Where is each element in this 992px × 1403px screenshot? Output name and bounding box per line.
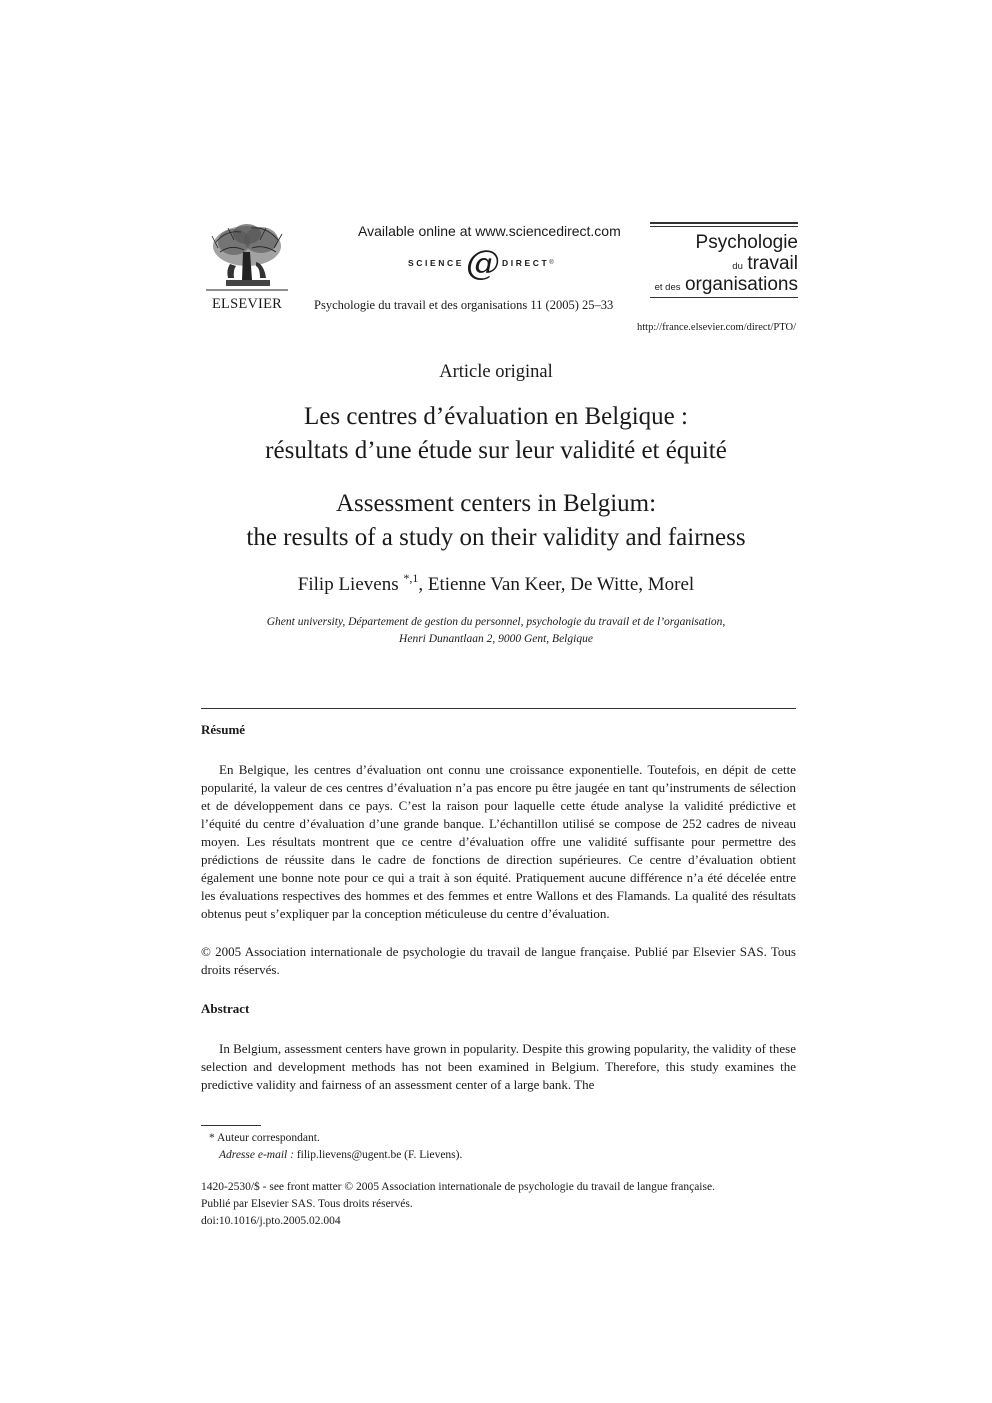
brand-rule-thick [650,222,798,224]
footnote-rule [201,1125,261,1126]
abstract-heading: Abstract [201,1001,250,1016]
footnote-corresponding-text: Auteur correspondant. [217,1132,320,1144]
brand-text [650,233,798,294]
elsevier-logo [206,222,288,314]
journal-url: http://france.elsevier.com/direct/PTO/ [636,322,796,333]
title-french-line1: Les centres d’évaluation en Belgique : [304,403,688,430]
article-type: Article original [439,362,553,382]
sd-right-word: DIRECT [502,258,550,268]
affiliation-line2: Henri Dunantlaan 2, 9000 Gent, Belgique [399,633,593,645]
sciencedirect-logo [408,245,554,281]
footnote-email [201,1147,462,1164]
doi: doi:10.1016/j.pto.2005.02.004 [201,1215,341,1227]
title-french [0,400,992,468]
email-label: Adresse e-mail : [219,1149,294,1161]
elsevier-wordmark: ELSEVIER [211,296,283,312]
brand-et-des: et des [654,282,681,293]
journal-citation: Psychologie du travail et des organisations 11 (2005) 25–33 [314,298,614,312]
footnote-corresponding [201,1130,320,1147]
brand-organisations: organisations [684,274,798,295]
journal-brand [650,222,798,298]
elsevier-tree-icon [206,222,288,294]
sd-at-icon: @ [466,243,500,283]
section-divider [201,708,796,709]
brand-du: du [732,261,743,272]
title-english [0,487,992,555]
resume-body: En Belgique, les centres d’évaluation ont connu une croissance exponentielle. Toutefois, en dépit de cette popularité, la valeur de ces centres d’évaluation n’a pas encore pu être jaugée en tant qu’instruments de sélection et de développement dans ce pays. C’est la raison pour laquelle cette étude analyse la validité prédictive et l’équité du centre d’évaluation d’une grande banque. L’échantillon utilisé se compose de 252 cadres de niveau moyen. Les résultats montrent que ce centre d’évaluation offre une validité suffisante pour permettre des prédictions de réussite dans le cadre de fonctions de direction supérieures. Ce centre d’évaluation obtient également une bonne note pour ce qui a trait à son équité. Pratiquement aucune différence n’a été décelée entre les évaluations respectives des hommes et des femmes et entre Wallons et des Flamands. La qualité des résultats obtenus peut s’expliquer par la conception méticuleuse du centre d’évaluation. [201,762,796,921]
abstract-body: In Belgium, assessment centers have grown in popularity. Despite this growing popularity, the validity of these selection and development methods has not been examined in Belgium. Therefore, this study examines the predictive validity and fairness of an assessment center of a large bank. The [201,1041,796,1092]
resume-copyright: © 2005 Association internationale de psychologie du travail de langue française. Publié par Elsevier SAS. Tous droits réservés. [201,944,796,977]
affiliation-line1: Ghent university, Département de gestion du personnel, psychologie du travail et de l’organisation, [266,616,726,628]
brand-travail: travail [747,253,798,274]
brand-line1: Psychologie [695,232,798,253]
title-french-line2: résultats d’une étude sur leur validité et équité [265,437,727,464]
sd-left-word: SCIENCE [408,258,464,268]
author-list [0,571,992,596]
affiliation [0,614,992,648]
resume-heading: Résumé [201,722,246,737]
footnote-mark: * [209,1132,215,1144]
front-matter-line2: Publié par Elsevier SAS. Tous droits réservés. [201,1198,413,1210]
front-matter [201,1179,801,1230]
brand-rule-thin [650,226,798,227]
author-rest: , Etienne Van Keer, De Witte, Morel [418,574,695,595]
title-english-line2: the results of a study on their validity and fairness [246,524,746,551]
author-first: Filip Lievens [297,574,404,595]
author-marks: *,1 [403,571,419,585]
brand-rule-bottom [650,297,798,298]
sd-registered-mark: ® [549,260,554,266]
title-english-line1: Assessment centers in Belgium: [335,490,657,517]
email-value: filip.lievens@ugent.be (F. Lievens). [296,1149,463,1161]
available-online-text: Available online at www.sciencedirect.com [358,223,621,239]
front-matter-line1: 1420-2530/$ - see front matter © 2005 Association internationale de psychologie du travail de langue française. [201,1181,715,1193]
